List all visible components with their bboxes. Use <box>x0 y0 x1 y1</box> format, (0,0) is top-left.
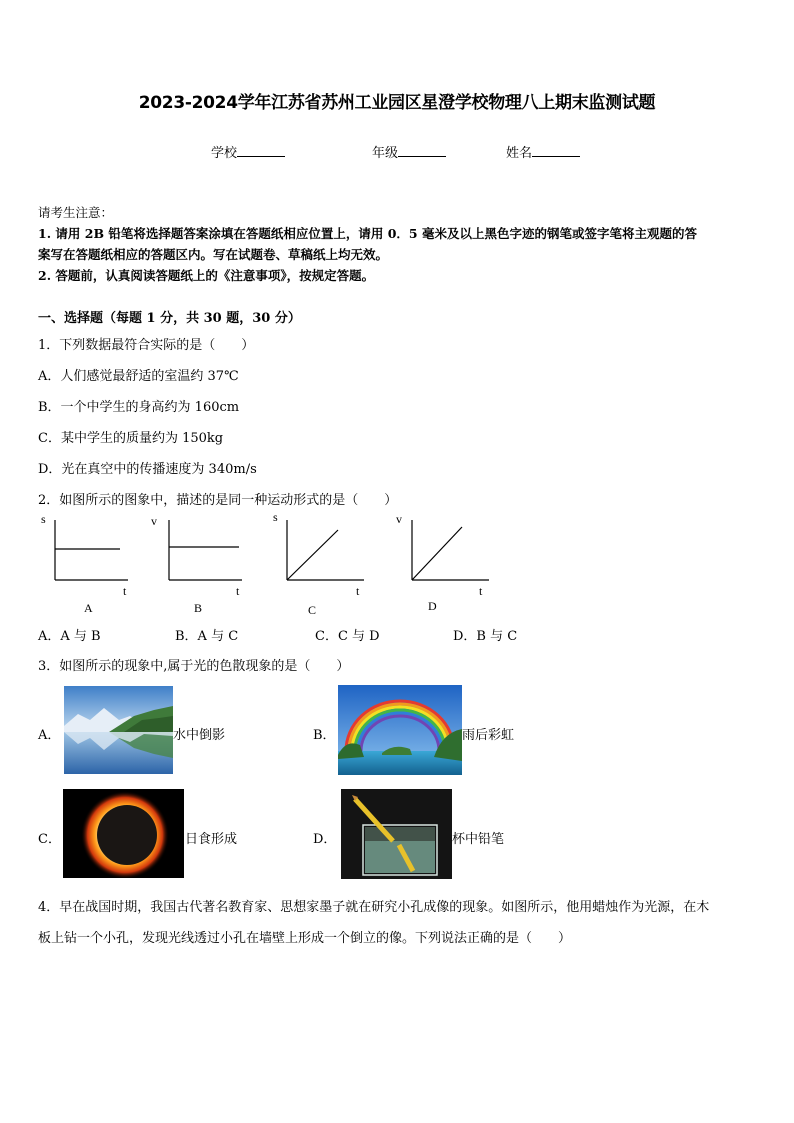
q1-option-d: D．光在真空中的传播速度为 340m/s <box>38 462 257 477</box>
q3-option-a-text: 水中倒影 <box>173 728 226 743</box>
q1-option-b: B．一个中学生的身高约为 160cm <box>38 400 240 415</box>
graph-b-x-label: t <box>236 584 240 598</box>
name-label: 姓名 <box>506 146 533 161</box>
q3-option-d-text: 杯中铅笔 <box>452 832 505 847</box>
q3-option-b-letter: B． <box>313 728 336 743</box>
graph-d <box>397 510 493 616</box>
reflection-image <box>64 686 173 774</box>
graph-b-name: B <box>194 601 203 615</box>
q3-option-c-text: 日食形成 <box>185 832 238 847</box>
graph-d-y-label: v <box>396 512 402 526</box>
graph-d-svg <box>397 510 493 616</box>
graph-a-y-label: s <box>41 512 46 526</box>
notice-item-1-line-1: 1. 请用 2B 铅笔将选择题答案涂填在答题纸相应位置上，请用 0．5 毫米及以上黑色字迹的钢笔或签字笔将主观题的答 <box>38 226 697 241</box>
rainbow-image <box>338 685 462 775</box>
graph-c <box>272 510 368 618</box>
q2-stem: 2．如图所示的图象中，描述的是同一种运动形式的是（ ） <box>38 493 398 508</box>
name-blank <box>532 144 580 157</box>
reflection-svg <box>64 686 173 774</box>
graph-c-x-label: t <box>356 584 360 598</box>
q2-option-a: A．A 与 B <box>38 629 101 644</box>
q4-line-2: 板上钻一个小孔，发现光线透过小孔在墙壁上形成一个倒立的像。下列说法正确的是（ ） <box>38 931 572 946</box>
graph-d-x-label: t <box>479 584 483 598</box>
graph-a-name: A <box>84 601 93 615</box>
graph-d-name: D <box>428 599 437 613</box>
notice-item-2: 2. 答题前，认真阅读答题纸上的《注意事项》，按规定答题。 <box>38 268 375 283</box>
grade-blank <box>398 144 446 157</box>
q1-stem: 1．下列数据最符合实际的是（ ） <box>38 338 255 353</box>
graph-a <box>40 512 132 616</box>
pencil-glass-svg <box>341 789 452 879</box>
q3-stem: 3．如图所示的现象中,属于光的色散现象的是（ ） <box>38 659 350 674</box>
graph-c-y-label: s <box>273 510 278 524</box>
eclipse-image <box>63 789 184 878</box>
graph-b-y-label: v <box>151 514 157 528</box>
q2-option-c: C．C 与 D <box>315 629 380 644</box>
q4-line-1: 4．早在战国时期，我国古代著名教育家、思想家墨子就在研究小孔成像的现象。如图所示，他用蜡烛作为光源，在木 <box>38 900 710 915</box>
q3-option-d-letter: D． <box>313 832 337 847</box>
graph-a-x-label: t <box>123 584 127 598</box>
q3-option-b-text: 雨后彩虹 <box>462 728 515 743</box>
section-heading: 一、选择题（每题 1 分，共 30 题，30 分） <box>38 311 301 326</box>
q1-option-c: C．某中学生的质量约为 150kg <box>38 431 224 446</box>
notice-heading: 请考生注意： <box>38 205 114 220</box>
grade-field <box>372 142 446 161</box>
pencil-glass-image <box>341 789 452 879</box>
graph-b <box>151 512 246 616</box>
name-field <box>506 142 580 161</box>
school-blank <box>237 144 285 157</box>
q3-option-a-letter: A． <box>38 728 61 743</box>
page-title: 2023-2024学年江苏省苏州工业园区星澄学校物理八上期末监测试题 <box>138 93 656 113</box>
grade-label: 年级 <box>372 146 399 161</box>
school-field <box>211 142 285 161</box>
q1-option-a: A．人们感觉最舒适的室温约 37℃ <box>38 369 239 384</box>
q3-option-c-letter: C． <box>38 832 61 847</box>
graph-c-name: C <box>308 603 317 617</box>
q2-option-d: D．B 与 C <box>453 629 518 644</box>
school-label: 学校 <box>211 146 238 161</box>
notice-item-1-line-2: 案写在答题纸相应的答题区内。写在试题卷、草稿纸上均无效。 <box>38 247 389 262</box>
eclipse-svg <box>63 789 184 878</box>
rainbow-svg <box>338 685 462 775</box>
q2-option-b: B．A 与 C <box>175 629 239 644</box>
graph-c-svg <box>272 510 368 618</box>
